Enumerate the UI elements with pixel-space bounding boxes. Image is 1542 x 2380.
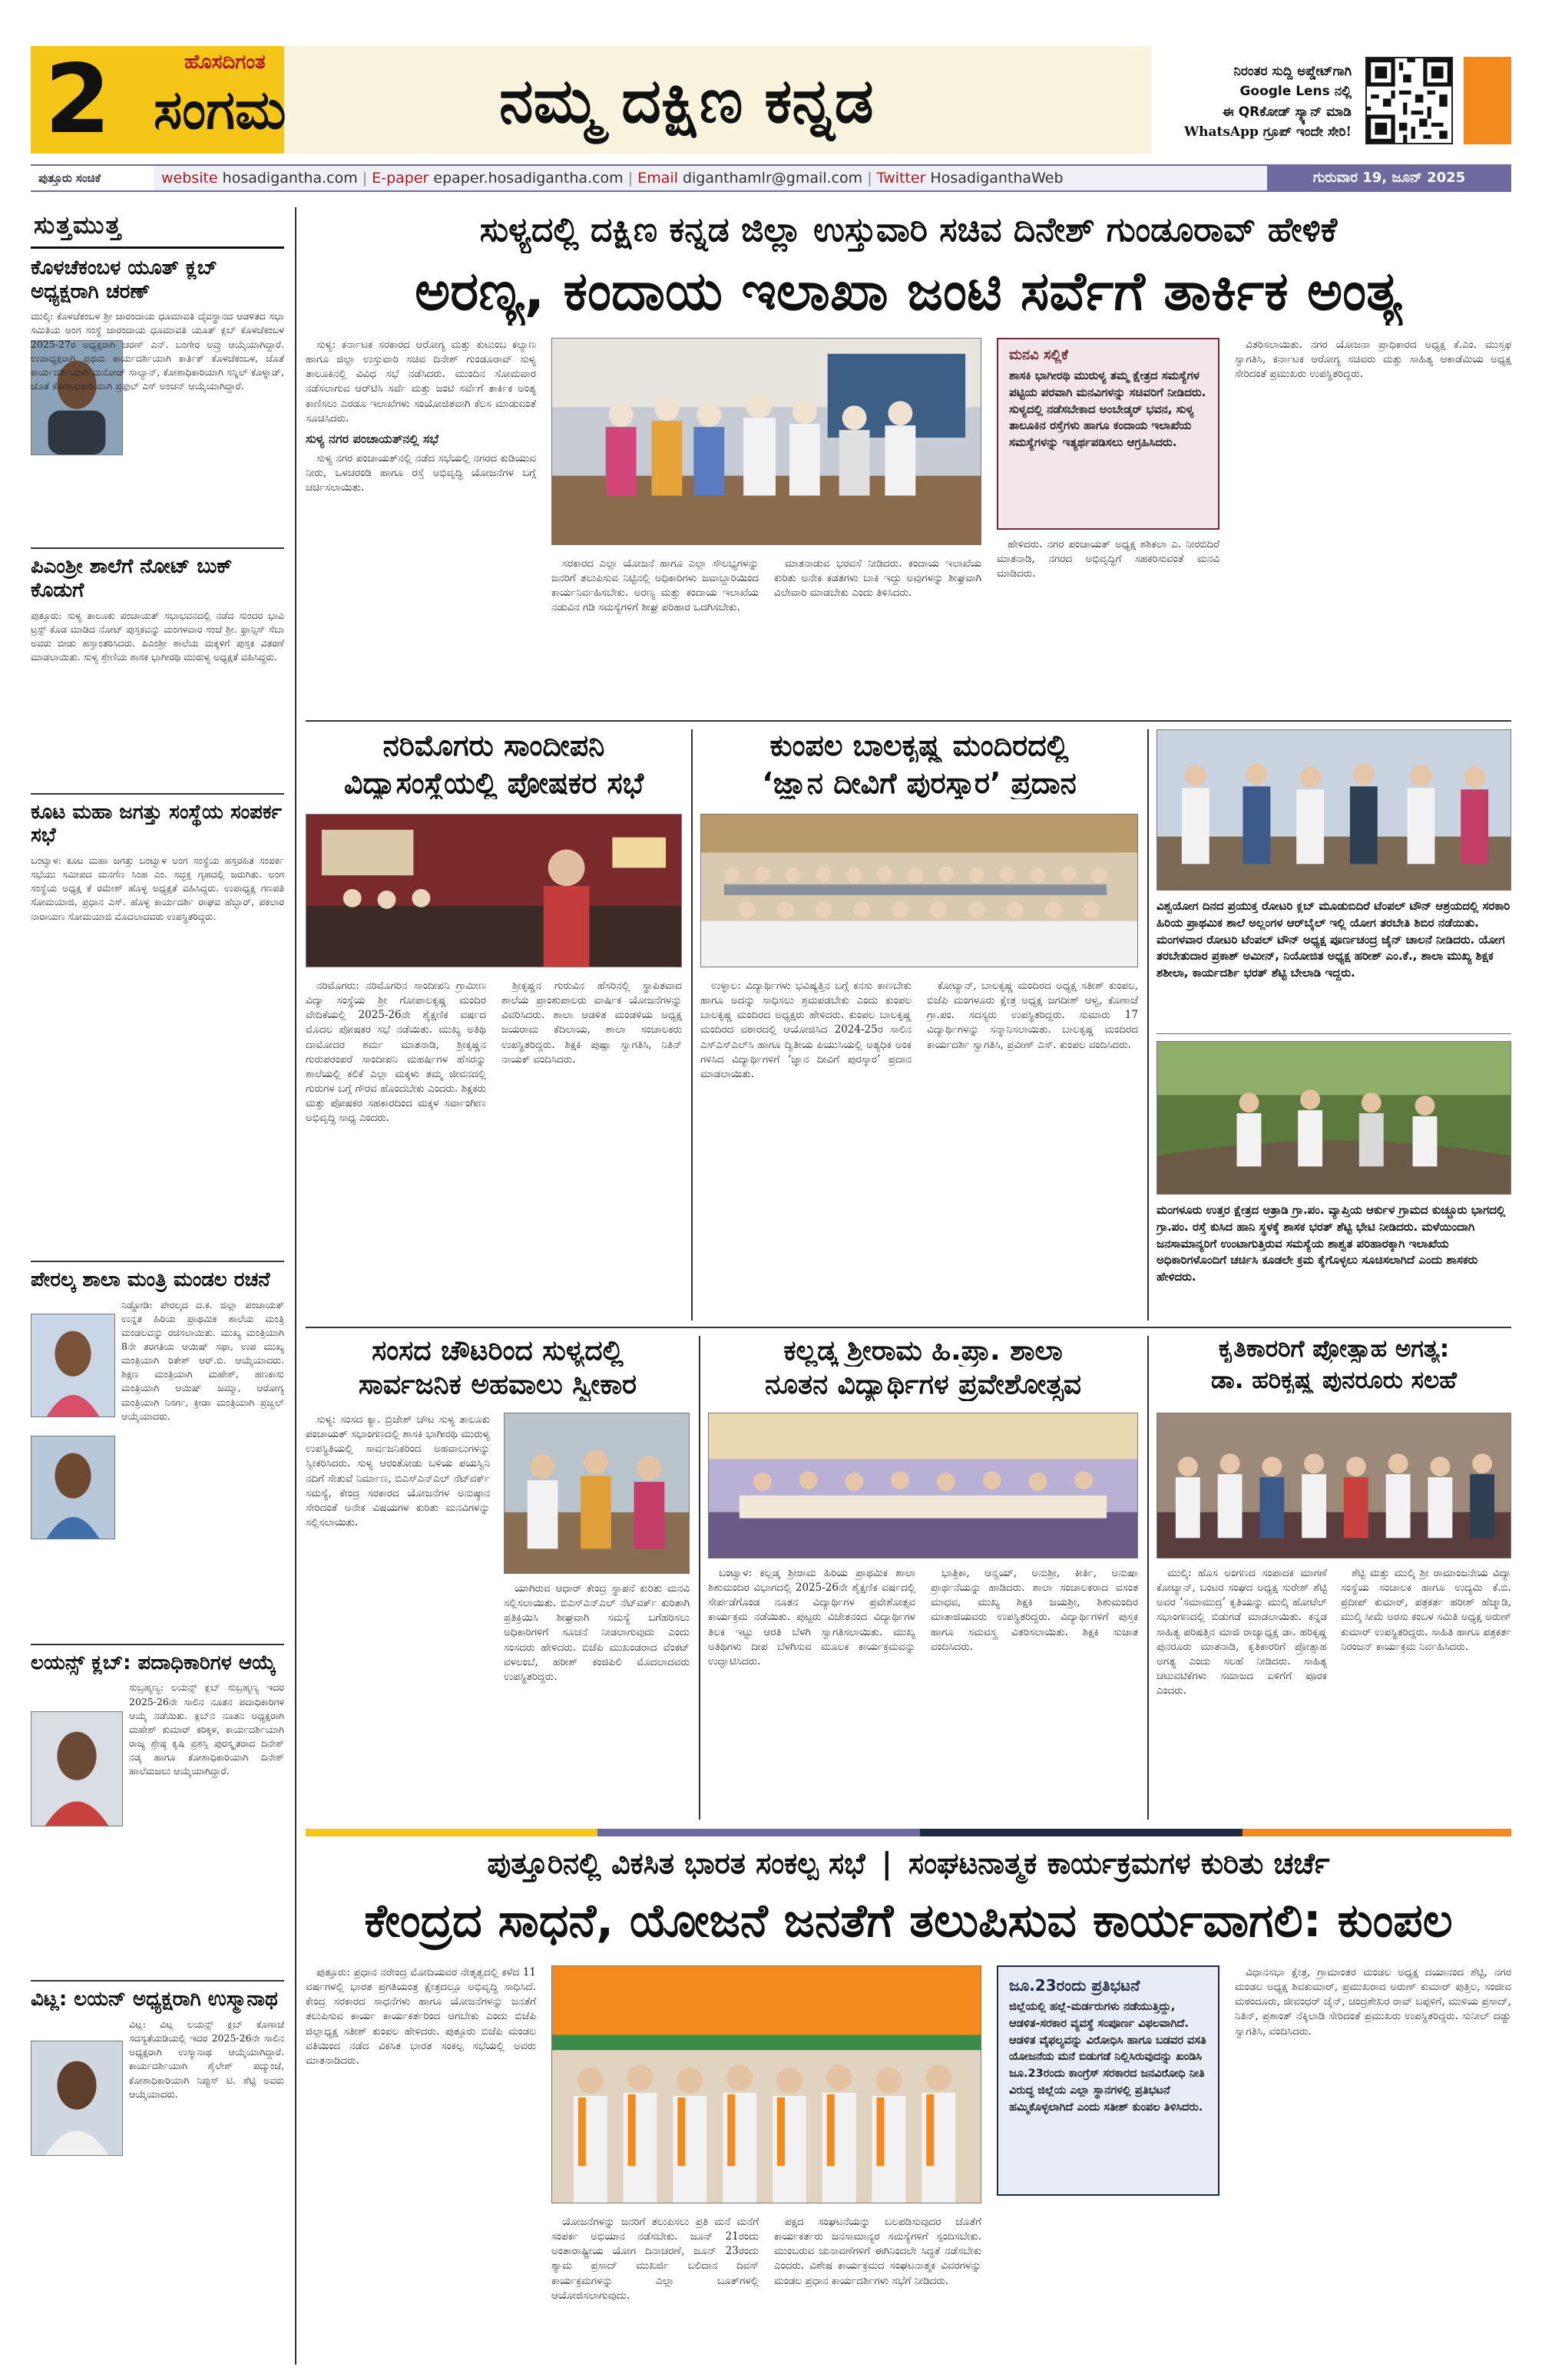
section-name: ಸಂಗಮ — [154, 78, 286, 141]
page-title: ನಮ್ಮ ದಕ್ಷಿಣ ಕನ್ನಡ — [499, 65, 874, 137]
portrait-photo — [31, 2041, 123, 2156]
right-photo-column — [1156, 729, 1511, 1321]
website-label: website — [161, 170, 218, 187]
story-body — [708, 1566, 915, 1816]
story-body — [931, 1566, 1138, 1816]
separator: | — [867, 170, 877, 187]
strip-segment — [920, 1829, 1243, 1836]
sidebar-story — [31, 1980, 284, 2248]
bottom-photo — [551, 1965, 981, 2203]
lower-story-mp — [306, 1336, 690, 1820]
sidebar-story-body: ಪುತ್ತೂರು: ಸುಳ್ಯ ತಾಲೂಕು ಪಂಚಾಯತ್ ಸಭಾಭವನದಲ್ಲಿ ನಡೆದ ಸುಂದರ ಭಾವಿ ಟ್ರಸ್ಟ್ ಕೊಡ ಮಾಡಿದ ನೋಟ್ ಪುಸ್ತಕವನ್ನು ಮಂಗಳವಾರ ಸಂಜೆ ಶ್ರೀ. ಫ್ರಾನ್ಸಿಸ್ ಸೆಬಾ ಅವರು ಬೀಡು ಹಸ್ತಾಂತರಿಸಿದರು. ಪಿಎಂಶ್ರೀ ಶಾಲೆಯ ಮಕ್ಕಳಿಗೆ ಪುಸ್ತಕ ವಿತರಣೆ ಮಾಡಲಾಯಿತು. ಸುಳ್ಯ ಶ್ರೇಣಿಯ ಶಾಸಕ ಭಾಗೀರಥಿ ಮುರುಳ್ಯ ಅಧ್ಯಕ್ಷತೆ ವಹಿಸಿದ್ದರು. — [31, 609, 284, 663]
sidebar-story — [31, 256, 284, 540]
column-divider — [699, 1336, 700, 1820]
paragraph: ಸುಳ್ಯ: ಸಂಸದ ಕ್ಯಾ. ಬ್ರಿಜೇಶ್ ಚೌಟ ಸುಳ್ಯ ತಾಲೂಕು ಪಂಚಾಯತ್ ಸಭಾಂಗಣದಲ್ಲಿ ಶಾಸಕಿ ಭಾಗೀರಥಿ ಮುರುಳ್ಯ ಉಪಸ್ಥಿತಿಯಲ್ಲಿ ಸಾರ್ವಜನಿಕರಿಂದ ಅಹವಾಲುಗಳನ್ನು ಸ್ವೀಕರಿಸಿದರು. ಸುಳ್ಯ ಆರಂತೋಡು ಬಳಿಯ ಪಯಸ್ವಿನಿ ನದಿಗೆ ಸೇತುವೆ ನಿರ್ಮಾಣ, ಬಿಎಸ್‌ಎನ್‌ಎಲ್ ನೆಟ್‌ವರ್ಕ್ ಸಮಸ್ಯೆ, ಕೇಂದ್ರ ಸರಕಾರದ ಯೋಜನೆಗಳ ಅನುಷ್ಠಾನ ಸೇರಿದಂತೆ ಅನೇಕ ವಿಷಯಗಳ ಕುರಿತು ಮನವಿಗಳನ್ನು ಸಲ್ಲಿಸಲಾಯಿತು. — [306, 1413, 490, 1529]
paragraph: ಸುಳ್ಯ: ಕರ್ನಾಟಕ ಸರಕಾರದ ಆರೋಗ್ಯ ಮತ್ತು ಕುಟುಂಬ ಕಲ್ಯಾಣ ಹಾಗೂ ಜಿಲ್ಲಾ ಉಸ್ತುವಾರಿ ಸಚಿವ ದಿನೇಶ್ ಗುಂಡೂರಾವ್ ಸುಳ್ಯ ತಾಲೂಕಿನಲ್ಲಿ ವಿವಿಧ ಸಭೆ ನಡೆಸಿದರು. ಮುಂದಿನ ಸೋಮವಾರ ನಡೆಸಲಾಗುವ ಆರ್‌ಟಿಸಿ ಸರ್ವೆ ಮತ್ತು ಜಂಟಿ ಸರ್ವೆಗೆ ತಾರ್ಕಿಕ ಅಂತ್ಯ ಕಾಣಿಸಲು ಎರಡೂ ಇಲಾಖೆಗಳು ಸಂಯೋಜಿತವಾಗಿ ಕೆಲಸ ಮಾಡುವಂತೆ ಸೂಚಿಸಿದರು. — [306, 339, 536, 425]
sidebar-story — [31, 1261, 284, 1636]
qr-code[interactable] — [1365, 57, 1453, 144]
paragraph: ಭಾತ್ರಿಕಾ, ಆನ್ವಯ್, ಅನುಶ್ರೀ, ಕೀರ್ತಿ, ಅನುಷಾ ಪ್ರಾರ್ಥನೆಯನ್ನು ಹಾಡಿದರು. ಶಾಲಾ ಸಂಚಾಲಕರಾದ ವಸಂತ ಮಾಧವ, ಮುಖ್ಯ ಶಿಕ್ಷಕಿ ಜಯಶ್ರೀ, ಶಿಶುಮಂದಿರ ಮಾತಾಜಿಯವರು ಉಪಸ್ಥಿತರಿದ್ದರು. ವಿದ್ಯಾರ್ಥಿಗಳಿಗೆ ಪುಸ್ತಕ ಹಾಗೂ ಸಮವಸ್ತ್ರ ವಿತರಿಸಲಾಯಿತು. ಶಿಕ್ಷಕಿ ಸುಜಾತ ವಂದಿಸಿದರು. — [931, 1567, 1138, 1653]
story-body — [927, 979, 1138, 1317]
lead-body-col-4 — [997, 537, 1219, 706]
paragraph: ಸುಳ್ಯ ನಗರ ಪಂಚಾಯತ್‌ನಲ್ಲಿ ನಡೆದ ಸಭೆಯಲ್ಲಿ ನಗರದ ಕುಡಿಯುವ ನೀರು, ಒಳಚರಂಡಿ ಹಾಗೂ ರಸ್ತೆ ಅಭಿವೃದ್ಧಿ ಯೋಜನೆಗಳ ಬಗ್ಗೆ ಚರ್ಚಿಸಲಾಯಿತು. — [306, 451, 536, 494]
paragraph: ವಿಧಾನಸಭಾ ಕ್ಷೇತ್ರ, ಗ್ರಾಮಾಂತರ ಮಂಡಲ ಅಧ್ಯಕ್ಷ ದಯಾನಂದ ಶೆಟ್ಟಿ, ನಗರ ಮಂಡಲ ಅಧ್ಯಕ್ಷ ಶಿವಕುಮಾರ್, ಪ್ರಮುಖರಾದ ಅರುಣ್ ಕುಮಾರ್ ಪುತ್ತಿಲ, ಸಂಜೀವ ಮಠಂದೂರು, ಜೀವಂಧರ್ ಜೈನ್, ಚಂದ್ರಶೇಖರ ರಾವ್ ಬಪ್ಪಳಿಗೆ, ಮುಳಿಯ ಪ್ರಸಾದ್, ನಿತಿನ್, ಪ್ರಶಾಂತ್ ನೆಕ್ಕಿಲಾಡಿ ಸೇರಿದಂತೆ ಪ್ರಮುಖರು ಉಪಸ್ಥಿತರಿದ್ದರು. ಸುನೀಲ್ ದಡ್ಡು ಸ್ವಾಗತಿಸಿ, ವಂದಿಸಿದರು. — [1235, 1966, 1511, 2038]
sidebar-story-body: ವಿಟ್ಲ: ವಿಟ್ಲ ಲಯನ್ಸ್ ಕ್ಲಬ್ ಕೊಣಾಜೆ ಸದಸ್ಯತೆಯಡಿಯಲ್ಲಿ ಇದರ 2025-26ನೇ ಸಾಲಿನ ಅಧ್ಯಕ್ಷರಾಗಿ ಉಸ್ಮಾನಾಥ ಆಯ್ಕೆಯಾಗಿದ್ದಾರೆ. ಕಾರ್ಯದರ್ಶಿಯಾಗಿ ಶೈಲೇಶ್ ಪದ್ಮುಂಜೆ, ಕೋಶಾಧಿಕಾರಿಯಾಗಿ ನಿಪ್ಪುಸ್ ಟಿ. ಶೆಟ್ಟಿ ಅವರು ಆಯ್ಕೆಯಾದರು. — [129, 2018, 284, 2100]
kicker-part: ಪುತ್ತೂರಿನಲ್ಲಿ ವಿಕಸಿತ ಭಾರತ ಸಂಕಲ್ಪ ಸಭೆ — [487, 1846, 865, 1880]
sidebar-story-headline: ಪೇರಲ್ಕ ಶಾಲಾ ಮಂತ್ರಿ ಮಂಡಲ ರಚನೆ — [31, 1268, 270, 1292]
masthead — [31, 46, 1511, 154]
yoga-photo — [1156, 729, 1511, 891]
website-link[interactable]: hosadigantha.com — [222, 170, 358, 187]
strip-segment — [1243, 1829, 1511, 1836]
edition-label: ಪುತ್ತೂರು ಸಂಚಿಕೆ — [31, 166, 154, 190]
story-headline: ಡಾ. ಹರಿಕೃಷ್ಣ ಪುನರೂರು ಸಲಹೆ — [1211, 1367, 1457, 1394]
paragraph: ಸರಕಾರದ ಎಲ್ಲಾ ಯೋಜನೆ ಹಾಗೂ ಎಲ್ಲಾ ಸೌಲಭ್ಯಗಳನ್ನು ಜನರಿಗೆ ತಲುಪಿಸುವ ನಿಟ್ಟಿನಲ್ಲಿ ಅಧಿಕಾರಿಗಳು ಜವಾಬ್ದಾರಿಯಿಂದ ಕಾರ್ಯನಿರ್ವಹಿಸಬೇಕು. ಅರಣ್ಯ ಮತ್ತು ಕಂದಾಯ ಇಲಾಖೆಯ ನಡುವಿನ ಗಡಿ ಸಮಸ್ಯೆಗಳಿಗೆ ಶೀಘ್ರ ಪರಿಹಾರ ಒದಗಿಸಬೇಕು. — [551, 557, 759, 614]
bottom-body-col-3 — [774, 2215, 981, 2361]
bottom-kicker — [306, 1843, 1511, 1884]
story-headline: ಕಲ್ಲಡ್ಕ ಶ್ರೀರಾಮ ಹಿ.ಪ್ರಾ. ಶಾಲಾ — [783, 1336, 1063, 1367]
paragraph: ಉಳ್ಳಾಲ: ವಿದ್ಯಾರ್ಥಿಗಳು ಭವಿಷ್ಯತ್ತಿನ ಬಗ್ಗೆ ಕನಸು ಕಾಣಬೇಕು ಹಾಗೂ ಅದನ್ನು ಸಾಧಿಸಲು ಶ್ರಮಪಡಬೇಕು ಎಂದು ಕುಂಪಲ ಬಾಲಕೃಷ್ಣ ಮಂದಿರದ ಅಧ್ಯಕ್ಷರು ಹೇಳಿದರು. ಕುಂಪಲ ಬಾಲಕೃಷ್ಣ ಮಂದಿರದ ವಠಾರದಲ್ಲಿ ಆಯೋಜಿಸಿದ 2024-25ರ ಸಾಲಿನ ಎಸ್ಎಸ್ಎಲ್‌ಸಿ ಹಾಗೂ ದ್ವಿತೀಯ ಪಿಯುಸಿಯಲ್ಲಿ ಅತ್ಯಧಿಕ ಅಂಕ ಗಳಿಸಿದ ವಿದ್ಯಾರ್ಥಿಗಳಿಗೆ ‘ಜ್ಞಾನ ದೀವಿಗೆ ಪುರಸ್ಕಾರ’ ಪ್ರದಾನ ಮಾಡಲಾಯಿತು. — [700, 980, 912, 1080]
story-photo — [708, 1413, 1138, 1559]
column-divider — [1147, 1336, 1149, 1820]
story-photo — [1156, 1413, 1511, 1559]
box-title: ಜೂ.23ರಂದು ಪ್ರತಿಭಟನೆ — [1009, 1976, 1140, 1995]
bottom-headline: ಕೇಂದ್ರದ ಸಾಧನೆ, ಯೋಜನೆ ಜನತೆಗೆ ತಲುಪಿಸುವ ಕಾರ್ಯವಾಗಲಿ: ಕುಂಪಲ — [364, 1894, 1453, 1948]
story-body — [1156, 1566, 1327, 1816]
sidebar — [31, 207, 284, 2365]
strip-segment — [597, 1829, 920, 1836]
lower-story-kalladka — [708, 1336, 1138, 1820]
section-divider — [306, 1327, 1511, 1328]
section-divider — [306, 720, 1511, 722]
epaper-label: E-paper — [372, 170, 429, 187]
paragraph: ಶ್ರೀಕೃಷ್ಣನ ಗುರುವಿನ ಹೆಸರಿನಲ್ಲಿ ಸ್ಥಾಪಿತವಾದ ಶಾಲೆಯ ಪ್ರಾಂಶುಪಾಲರು ವಾರ್ಷಿಕ ಯೋಜನೆಗಳನ್ನು ವಿವರಿಸಿದರು. ಶಾಲಾ ಆಡಳಿತ ಮಂಡಳಿಯ ಅಧ್ಯಕ್ಷ ಜಯರಾಮ ಕೆದಿಲಾಯ, ಶಾಲಾ ಸಂಚಾಲಕರು ಉಪಸ್ಥಿತರಿದ್ದರು. ಶಿಕ್ಷಕಿ ಪುಷ್ಪಾ ಸ್ವಾಗತಿಸಿ, ನಿತಿನ್ ನಾಯಕ್ ವಂದಿಸಿದರು. — [501, 980, 682, 1066]
qr-text-line: ಈ QRಕೋಡ್ ಸ್ಕ್ಯಾನ್ ಮಾಡಿ — [1223, 104, 1352, 120]
story-photo — [700, 814, 1138, 967]
issue-date: ಗುರುವಾರ 19, ಜೂನ್ 2025 — [1267, 166, 1511, 190]
box-body: ಶಾಸಕಿ ಭಾಗೀರಥಿ ಮುರುಳ್ಯ ತಮ್ಮ ಕ್ಷೇತ್ರದ ಸಮಸ್ಯೆಗಳ ಪಟ್ಟಿಯ ಪರವಾಗಿ ಮನವಿಗಳನ್ನು ಸಚಿವರಿಗೆ ನೀಡಿದರು. ಸುಳ್ಯದಲ್ಲಿ ನಡೆಸಬೇಕಾದ ಅಂಬೇಡ್ಕರ್ ಭವನ, ಸುಳ್ಯ ತಾಲೂಕಿನ ರಸ್ತೆಗಳು ಹಾಗೂ ಕಂದಾಯ ಇಲಾಖೆಯ ಸಮಸ್ಯೆಗಳನ್ನು ಇತ್ಯರ್ಥಪಡಿಸಲು ಆಗ್ರಹಿಸಿದರು. — [1009, 369, 1206, 449]
story-headline: ಕೃತಿಕಾರರಿಗೆ ಪ್ರೋತ್ಸಾಹ ಅಗತ್ಯ: — [1218, 1336, 1450, 1363]
paragraph: ಶೆಟ್ಟಿ ಮತ್ತು ಮುಲ್ಕಿ ಶ್ರೀ ರಾಮಾಂಜನೇಯ ವಿದ್ಯಾ ಸಂಸ್ಥೆಯ ಸಂಚಾಲಕ ಹಾಗೂ ಉದ್ಯಮಿ ಕೆ.ಬಿ. ಪ್ರದೀಪ್ ಕುಮಾರ್, ಪತ್ರಕರ್ತ ಹರೀಶ್ ಹೆಜ್ಮಾಡಿ, ಮುಲ್ಕಿ ಸೀಮೆ ಅರಸು ಕಂಬಳ ಸಮಿತಿ ಅಧ್ಯಕ್ಷ ಅರುಣ್ ಕುಮಾರ್ ಉಪಸ್ಥಿತರಿದ್ದರು. ಸಾಹಿತಿ ಹಾಗೂ ಪತ್ರಕರ್ತ ನಿರಂಜನ್ ಕಾರ್ಯಕ್ರಮ ನಿರ್ವಹಿಸಿದರು. — [1341, 1567, 1511, 1653]
paragraph: ಯಾಗಿರುವ ಆಧಾರ್ ಕೇಂದ್ರ ಸ್ಥಾಪನೆ ಕುರಿತು ಮನವಿ ಸಲ್ಲಿಸಲಾಯಿತು. ಬಿಎಸ್‌ಎನ್‌ಎಲ್ ನೆಟ್‌ವರ್ಕ್ ಕುರಿತಾಗಿ ಪ್ರತಿಕ್ರಿಯಿಸಿ ಶೀಘ್ರವಾಗಿ ಸಮಸ್ಯೆ ಬಗೆಹರಿಸಲು ಅಧಿಕಾರಿಗಳಿಗೆ ಸೂಚನೆ ನೀಡಲಾಗುವುದು ಎಂದು ಸಂಸದರು ಹೇಳಿದರು. ಬಿಜೆಪಿ ಮುಖಂಡರಾದ ವೆಂಕಟ್ ವಳಲಂಬೆ, ಹರೀಶ್ ಕಂಜಿಪಿಲಿ ಮೊದಲಾದವರು ಉಪಸ್ಥಿತರಿದ್ದರು. — [504, 1582, 690, 1683]
sidebar-header: ಸುತ್ತಮುತ್ತ — [31, 207, 284, 249]
kicker-part: ಸಂಘಟನಾತ್ಮಕ ಕಾರ್ಯಕ್ರಮಗಳ ಕುರಿತು ಚರ್ಚೆ — [908, 1846, 1330, 1880]
mid-story-sandeepani — [306, 729, 682, 1321]
bottom-body-col-1 — [306, 1965, 536, 2361]
sidebar-story-block — [31, 1681, 284, 1972]
sidebar-story-headline: ಕೊಳಚೆಕಂಬಳ ಯೂತ್ ಕ್ಲಬ್ ಅಧ್ಯಕ್ಷರಾಗಿ ಚರಣ್ — [31, 256, 217, 303]
lead-photo — [551, 338, 981, 545]
paragraph: ನರಿಮೊಗರು: ನರಿಮೊಗರಿನ ಸಾಂದೀಪನಿ ಗ್ರಾಮೀಣ ವಿದ್ಯಾ ಸಂಸ್ಥೆಯ ಶ್ರೀ ಗೋಪಾಲಕೃಷ್ಣ ಮಂದಿರ ವೇದಿಕೆಯಲ್ಲಿ 2025-26ನೇ ಶೈಕ್ಷಣಿಕ ವರ್ಷದ ಮೊದಲ ಪೋಷಕರ ಸಭೆ ನಡೆಯಿತು. ಮುಖ್ಯ ಅತಿಥಿ ದಾಮೋದರ ಶರ್ಮ ಮಾತನಾಡಿ, ಶ್ರೀಕೃಷ್ಣನ ಗುರುಪರಂಪರೆ ಸಾಂದೀಪನಿ ಮಹರ್ಷಿಗಳ ಹೆಸರನ್ನು ಶಾಲೆಯಲ್ಲಿ ಕಲಿಕೆ ಎಲ್ಲಾ ಮಕ್ಕಳು ತಮ್ಮ ಜೀವನದಲ್ಲಿ ಗುರುಗಳ ಬಗ್ಗೆ ಗೌರವ ಹೊಂದಬೇಕು ಎಂದರು. ಶಿಕ್ಷಕರು ಮತ್ತು ಪೋಷಕರ ಸಹಕಾರದಿಂದ ಮಕ್ಕಳ ಸರ್ವಾಂಗೀಣ ಅಭಿವೃದ್ಧಿ ಸಾಧ್ಯ ಎಂದರು. — [306, 980, 486, 1125]
separator: | — [627, 170, 638, 187]
page-number: 2 — [45, 45, 111, 155]
qr-promo-text — [1121, 61, 1352, 142]
subheading: ಸುಳ್ಯ ನಗರ ಪಂಚಾಯತ್‌ನಲ್ಲಿ ಸಭೆ — [306, 431, 438, 446]
paragraph: ಬಂಟ್ವಾಳ: ಕಲ್ಲಡ್ಕ ಶ್ರೀರಾಮ ಹಿರಿಯ ಪ್ರಾಥಮಿಕ ಶಾಲಾ ಶಿಶುಮಂದಿರ ವಿಭಾಗದಲ್ಲಿ 2025-26ನೇ ಶೈಕ್ಷಣಿಕ ವರ್ಷದಲ್ಲಿ ಸೇರ್ಪಡೆಗೊಂಡ ನೂತನ ವಿದ್ಯಾರ್ಥಿಗಳ ಪ್ರವೇಶೋತ್ಸವ ಕಾರ್ಯಕ್ರಮ ನಡೆಯಿತು. ಪುಟ್ಟರು ವಿಜೇತನಂದ ವಿದ್ಯಾರ್ಥಿಗಳ ತಿಲಕ ಇಟ್ಟು ಆರತಿ ಬೆಳಗಿ ಸ್ವಾಗತಿಸಲಾಯಿತು. ಮುಖ್ಯ ಅತಿಥಿಗಳು ದೀಪ ಬೆಳಗಿಸುವ ಮೂಲಕ ಕಾರ್ಯಕ್ರಮವನ್ನು ಉದ್ಘಾಟಿಸಿದರು. — [708, 1567, 915, 1668]
orange-corner-block — [1464, 57, 1511, 144]
sidebar-story-block — [31, 309, 284, 540]
sidebar-story-headline: ಲಯನ್ಸ್ ಕ್ಲಬ್: ಪದಾಧಿಕಾರಿಗಳ ಆಯ್ಕೆ — [31, 1651, 276, 1674]
sidebar-story — [31, 1644, 284, 1973]
sidebar-story-block — [31, 2018, 284, 2248]
lower-story-punaruru — [1156, 1336, 1511, 1820]
paragraph: ಪಕ್ಷದ ಸಂಘಟನೆಯನ್ನು ಬಲಪಡಿಸುವುದರ ಜೊತೆಗೆ ಕಾರ್ಯಕರ್ತರು ಜನಸಾಮಾನ್ಯರ ಸಮಸ್ಯೆಗಳಿಗೆ ಸ್ಪಂದಿಸಬೇಕು. ಮುಂಬರುವ ಚುನಾವಣೆಗಳಿಗೆ ಈಗಿನಿಂದಲೇ ಸಿದ್ಧತೆ ನಡೆಸಬೇಕು ಎಂದರು. ವಿಶೇಷ ಕಾರ್ಯಕ್ರಮದ ಸಂಘಟನಾತ್ಮಕ ವಿವರಗಳನ್ನು ಮಂಡಲ ಪ್ರಧಾನ ಕಾರ್ಯದರ್ಶಿಗಳು ಸಭೆಗೆ ನೀಡಿದರು. — [774, 2216, 981, 2287]
bottom-color-strip — [306, 1829, 1511, 1836]
story-photo — [504, 1413, 690, 1574]
info-bar — [31, 164, 1511, 192]
bottom-story — [306, 1843, 1511, 2365]
paragraph: ಹೇಳಿದರು. ನಗರ ಪಂಚಾಯತ್ ಅಧ್ಯಕ್ಷ ಶಶಿಕಲಾ ಎ. ನೀರಬಿದಿರೆ ಮಾತನಾಡಿ, ನಗರದ ಅಭಿವೃದ್ಧಿಗೆ ಸಹಕರಿಸುವಂತೆ ಮನವಿ ಮಾಡಿದರು. — [997, 538, 1219, 580]
sidebar-story-headline: ಕೂಟ ಮಹಾ ಜಗತ್ತು ಸಂಸ್ಥೆಯ ಸಂಪರ್ಕ ಸಭೆ — [31, 800, 282, 848]
lead-headline: ಅರಣ್ಯ, ಕಂದಾಯ ಇಲಾಖಾ ಜಂಟಿ ಸರ್ವೆಗೆ ತಾರ್ಕಿಕ ಅಂತ್ಯ — [415, 259, 1402, 322]
story-body — [1341, 1566, 1511, 1816]
story-photo — [306, 814, 682, 967]
section-divider — [1156, 1033, 1511, 1034]
column-divider — [1147, 729, 1149, 1321]
email-label: Email — [637, 170, 678, 187]
brand-name: ಹೊಸದಿಗಂತ — [184, 51, 266, 74]
lead-body-col-1 — [306, 338, 536, 706]
story-body — [501, 979, 682, 1317]
strip-segment — [306, 1829, 597, 1836]
contact-links — [161, 166, 1064, 190]
column-divider — [691, 729, 693, 1321]
lead-body-col-3 — [774, 557, 981, 706]
separator: | — [362, 170, 372, 187]
kicker-separator: | — [881, 1846, 892, 1880]
paragraph: ಕೋಟ್ಯಾನ್, ಬಾಲಕೃಷ್ಣ ಮಂದಿರದ ಅಧ್ಯಕ್ಷ ಸತೀಶ್ ಕುಂಪಲ, ಬಿಜೆಪಿ ಮಂಗಳೂರು ಕ್ಷೇತ್ರ ಅಧ್ಯಕ್ಷ ಜಗದೀಶ್ ಆಳ್ವ, ಕೊಣಾಜೆ ಗ್ರಾ.ಪಂ. ಸದಸ್ಯರು ಉಪಸ್ಥಿತರಿದ್ದರು. ಸುಮಾರು 17 ವಿದ್ಯಾರ್ಥಿಗಳನ್ನು ಸನ್ಮಾನಿಸಲಾಯಿತು. ಬಾಲಕೃಷ್ಣ ಮಂದಿರದ ಕಾರ್ಯದರ್ಶಿ ಸ್ವಾಗತಿಸಿ, ಪ್ರವೀಣ್ ಎಸ್. ಕುಂಪಲ ವಂದಿಸಿದರು. — [927, 980, 1138, 1051]
twitter-link[interactable]: HosadiganthaWeb — [930, 170, 1064, 187]
story-body — [504, 1582, 690, 1816]
photo-caption: ಮಂಗಳೂರು ಉತ್ತರ ಕ್ಷೇತ್ರದ ಅತ್ರಾಡಿ ಗ್ರಾ.ಪಂ. ವ್ಯಾಪ್ತಿಯ ಆರ್ಕುಳ ಗ್ರಾಮದ ಕುಚ್ಚೂರು ಭಾಗದಲ್ಲಿ ಗ್ರಾ.ಪಂ. ರಸ್ತೆ ಕುಸಿದ ಹಾನಿ ಸ್ಥಳಕ್ಕೆ ಶಾಸಕ ಭರತ್ ಶೆಟ್ಟಿ ಭೇಟಿ ನೀಡಿದರು. ಮಳೆಯಿಂದಾಗಿ ಜನಸಾಮಾನ್ಯರಿಗೆ ಉಂಟಾಗುತ್ತಿರುವ ಸಮಸ್ಯೆಯ ಶಾಶ್ವತ ಪರಿಹಾರಕ್ಕಾಗಿ ಇಲಾಖೆಯ ಅಧಿಕಾರಿಗಳೊಂದಿಗೆ ಚರ್ಚಿಸಿ ಕೂಡಲೇ ಕ್ರಮ ಕೈಗೊಳ್ಳಲು ಸೂಚಿಸಲಾಗಿದೆ ಎಂದು ಶಾಸಕರು ಹೇಳಿದರು. — [1156, 1203, 1506, 1284]
sidebar-story — [31, 793, 284, 1253]
paragraph: ಪುತ್ತೂರು: ಪ್ರಧಾನ ನರೇಂದ್ರ ಮೋದಿಯವರ ನೇತೃತ್ವದಲ್ಲಿ ಕಳೆದ 11 ವರ್ಷಗಳಲ್ಲಿ ಭಾರತ ಪ್ರಗತಿಯಂತ್ರ ಕ್ಷೇತ್ರದಲ್ಲೂ ಅಭಿವೃದ್ಧಿ ಸಾಧಿಸಿದೆ. ಕೇಂದ್ರ ಸರಕಾರದ ಸಾಧನೆಗಳು ಹಾಗೂ ಯೋಜನೆಗಳನ್ನು ಜನತೆಗೆ ತಲುಪಿಸುವ ಕಾರ್ಯ ಕಾರ್ಯಕರ್ತರಿಂದ ಆಗಬೇಕು ಎಂದು ಬಿಜೆಪಿ ಜಿಲ್ಲಾಧ್ಯಕ್ಷ ಸತೀಶ್ ಕುಂಪಲ ಹೇಳಿದರು. ಪುತ್ತೂರು ಬಿಜೆಪಿ ಮಂಡಲ ವತಿಯಿಂದ ನಡೆದ ವಿಕಸಿತ ಭಾರತ ಸಂಕಲ್ಪ ಸಭೆಯಲ್ಲಿ ಅವರು ಮಾತನಾಡಿದರು. — [306, 1966, 536, 2067]
portrait-photo — [31, 1711, 123, 1826]
sidebar-story-body: ನಿಡ್ಡೋಡಿ: ಪೇರಲ್ಕದ ದ.ಕ. ಜಿಲ್ಲಾ ಪಂಚಾಯತ್ ಉನ್ನತ ಹಿರಿಯ ಪ್ರಾಥಮಿಕ ಶಾಲೆಯ ಮಂತ್ರಿ ಮಂಡಲವನ್ನು ರಚಿಸಲಾಯಿತು. ಮುಖ್ಯ ಮಂತ್ರಿಯಾಗಿ 8ನೇ ತರಗತಿಯ ಆಯಿಷ್ ಸಫಾ, ಉಪ ಮುಖ್ಯ ಮಂತ್ರಿಯಾಗಿ ರಿತೇಶ್ ಆರ್.ಬಿ. ಆಯ್ಕೆಯಾದರು. ಶಿಕ್ಷಣ ಮಂತ್ರಿಯಾಗಿ ಮಹೇಶ್, ಹಣಕಾಸು ಮಂತ್ರಿಯಾಗಿ ಆಯಿಷ್ ಜಮ್ಮಾ, ಆರೋಗ್ಯ ಮಂತ್ರಿಯಾಗಿ ನಿಸರ್ಗ, ಕ್ರೀಡಾ ಮಂತ್ರಿಯಾಗಿ ಪ್ರಜ್ವಲ್ ಆಯ್ಕೆಯಾದರು. — [121, 1298, 284, 1422]
request-box — [997, 338, 1219, 530]
paragraph: ಮಾತನಾಡುವ ಭರವಸೆ ನೀಡಿದರು. ಕಂದಾಯ ಇಲಾಖೆಯ ಕುರಿತು ಅನೇಕ ಕಡತಗಳು ಬಾಕಿ ಇದ್ದು ಅವುಗಳನ್ನು ಶೀಘ್ರವಾಗಿ ವಿಲೇವಾರಿ ಮಾಡಬೇಕು ಎಂದು ತಿಳಿಸಿದರು. — [774, 557, 981, 600]
box-title: ಮನವಿ ಸಲ್ಲಿಕೆ — [1009, 347, 1068, 363]
column-divider — [295, 207, 296, 2365]
sidebar-story-body: ಸುಬ್ರಹ್ಮಣ್ಯ: ಲಯನ್ಸ್ ಕ್ಲಬ್ ಸುಬ್ರಹ್ಮಣ್ಯ ಇದರ 2025-26ನೇ ಸಾಲಿನ ನೂತನ ಪದಾಧಿಕಾರಿಗಳ ಆಯ್ಕೆ ನಡೆಯಿತು. ಕ್ಲಬ್‌ನ ನೂತನ ಅಧ್ಯಕ್ಷರಾಗಿ ಮಹೇಶ್ ಕುಮಾರ್ ಕರಿಕ್ಕಳ, ಕಾರ್ಯದರ್ಶಿಯಾಗಿ ರಾಜ್ಯ ಶ್ರೇಷ್ಠ ಕೃಷಿ ಪ್ರಶಸ್ತಿ ಪುರಸ್ಕೃತರಾದ ದಿನೇಶ್ ನಡ್ಕ ಹಾಗೂ ಕೋಶಾಧಿಕಾರಿಯಾಗಿ ದಿನೇಶ್ ಹಾಲೆಮಜಲು ಆಯ್ಕೆಯಾಗಿದ್ದಾರೆ. — [129, 1681, 284, 1777]
bottom-body-col-2 — [551, 2215, 759, 2361]
bottom-body-col-4 — [1235, 1965, 1511, 2361]
sidebar-story-body: ಬಂಟ್ವಾಳ: ಕೂಟ ಮಹಾ ಜಗತ್ತು ಬಂಟ್ವಾಳ ಅಂಗ ಸಂಸ್ಥೆಯ ಹಸ್ತರಹಿತ ಸಂಪರ್ಕ ಸಭೆಯು ಸಮೀಪದ ಮನಗೆಣ ಸಿಂಹ ಎಂ. ಸದ್ಭಕ್ತ ಗೃಹದಲ್ಲಿ ಜರುಗಿತು. ಅಂಗ ಸಂಸ್ಥೆಯ ಅಧ್ಯಕ್ಷ ಕೆ ರಮೇಶ್ ಹೊಳ್ಳ ಅಧ್ಯಕ್ಷತೆ ವಹಿಸಿದ್ದರು. ಉಪಾಧ್ಯಕ್ಷ ಗಣಪತಿ ಸೋಮಯಾಜಿ, ಪ್ರಧಾನ ಎಸ್. ಹೊಳ್ಳ ಕಾರ್ಯದರ್ಶಿ ರಾಘವ ಹೆಬ್ಬಾರ್, ಪಕಲಾರ ನಾರಾಯಣ ಸೋಮಯಾಜಿ ಮೊದಲಾದವರು ಉಪಸ್ಥಿತರಿದ್ದರು. — [31, 854, 284, 922]
epaper-link[interactable]: epaper.hosadigantha.com — [433, 170, 624, 187]
portrait-stack — [31, 1298, 115, 1636]
email-link[interactable]: diganthamlr@gmail.com — [682, 170, 863, 187]
paragraph: ವಿತರಿಸಲಾಯಿತು. ನಗರ ಯೋಜನಾ ಪ್ರಾಧಿಕಾರದ ಅಧ್ಯಕ್ಷ ಕೆ.ಎಂ. ಮುಸ್ತಫ ಸ್ವಾಗತಿಸಿ, ಕರ್ನಾಟಕ ಆರೋಗ್ಯ ಸಚಿವರು ಮತ್ತು ಸಾಹಿತ್ಯ ಆಕಾಡೆಮಿಯ ಅಧ್ಯಕ್ಷ ಸೇರಿದಂತೆ ಪ್ರಮುಖರು ಉಪಸ್ಥಿತರಿದ್ದರು. — [1235, 339, 1511, 381]
paragraph: ಯೋಜನೆಗಳನ್ನು ಜನರಿಗೆ ತಲುಪಿಸಲು ಪ್ರತಿ ಮನೆ ಮನೆಗೆ ಸಂಪರ್ಕ ಅಭಿಯಾನ ನಡೆಸಬೇಕು. ಜೂನ್ 21ರಂದು ಅಂತಾರಾಷ್ಟ್ರೀಯ ಯೋಗ ದಿನಾಚರಣೆ, ಜೂನ್ 23ರಂದು ಶ್ಯಾಮ ಪ್ರಸಾದ್ ಮುಖರ್ಜಿ ಬಲಿದಾನ ದಿವಸ್ ಕಾರ್ಯಕ್ರಮಗಳನ್ನು ಎಲ್ಲಾ ಬೂತ್‌ಗಳಲ್ಲಿ ಆಯೋಜಿಸಲಾಗುವುದು. — [551, 2216, 759, 2302]
box-body: ಜಿಲ್ಲೆಯಲ್ಲಿ ಹಲ್ಲೆ-ಮರ್ಡರುಗಳು ನಡೆಯುತ್ತಿದ್ದು, ಆಡಳಿತ-ಸರಕಾರ ವ್ಯವಸ್ಥೆ ಸಂಪೂರ್ಣ ವಿಫಲವಾಗಿದೆ. ಆಡಳಿತ ವೈಫಲ್ಯವನ್ನು ವಿರೋಧಿಸಿ ಹಾಗೂ ಬಡವರ ವಸತಿ ಯೋಜನೆಯ ಮನೆ ಬಿಡುಗಡೆ ನಿಲ್ಲಿಸಿರುವುದನ್ನು ಖಂಡಿಸಿ ಜೂ.23ರಂದು ಕಾಂಗ್ರೆಸ್ ಸರಕಾರದ ಜನವಿರೋಧಿ ನೀತಿ ವಿರುದ್ಧ ಜಿಲ್ಲೆಯ ಎಲ್ಲಾ ಸ್ಥಾನಗಳಲ್ಲಿ ಪ್ರತಿಭಟನೆ ಹಮ್ಮಿಕೊಳ್ಳಲಾಗಿದೆ ಎಂದು ಸತೀಶ್ ಕುಂಪಲ ತಿಳಿಸಿದರು. — [1009, 2001, 1206, 2114]
lead-body-col-2 — [551, 557, 759, 706]
lead-kicker: ಸುಳ್ಯದಲ್ಲಿ ದಕ್ಷಿಣ ಕನ್ನಡ ಜಿಲ್ಲಾ ಉಸ್ತುವಾರಿ ಸಚಿವ ದಿನೇಶ್ ಗುಂಡೂರಾವ್ ಹೇಳಿಕೆ — [479, 210, 1338, 250]
qr-code-graphic — [1367, 58, 1451, 143]
qr-text-line: Google Lens ನಲ್ಲಿ — [1239, 84, 1352, 100]
mid-story-kumpala — [700, 729, 1138, 1321]
story-body — [306, 1413, 490, 1816]
qr-text-line: ನಿರಂತರ ಸುದ್ದಿ ಅಪ್ಡೇಟ್‌ಗಾಗಿ — [1233, 64, 1352, 79]
road-damage-photo — [1156, 1041, 1511, 1195]
sidebar-story-headline: ಪಿಎಂಶ್ರೀ ಶಾಲೆಗೆ ನೋಟ್ ಬುಕ್ ಕೊಡುಗೆ — [31, 555, 233, 603]
story-headline: ಕುಂಪಲ ಬಾಲಕೃಷ್ಣ ಮಂದಿರದಲ್ಲಿ — [769, 729, 1069, 762]
photo-caption: ವಿಶ್ವಯೋಗ ದಿನದ ಪ್ರಯುಕ್ತ ರೋಟರಿ ಕ್ಲಬ್ ಮೂಡುಬಿದಿರೆ ಟೆಂಪಲ್ ಟೌನ್ ಆಶ್ರಯದಲ್ಲಿ ಸರಕಾರಿ ಹಿರಿಯ ಪ್ರಾಥಮಿಕ ಶಾಲೆ ಅಲ್ಲಂಗಳ ಆರ್‌ಬೈಲ್ ಇಲ್ಲಿ ಯೋಗ ತರಬೇತಿ ಶಿಬಿರ ನಡೆಯಿತು. ಮಂಗಳವಾರ ರೋಟರಿ ಟೆಂಪಲ್ ಟೌನ್ ಅಧ್ಯಕ್ಷ ಪೂರ್ಣಚಂದ್ರ ಜೈನ್ ಚಾಲನೆ ನೀಡಿದರು. ಯೋಗ ತರಬೇತುದಾರ ಪ್ರಕಾಶ್ ಅಮೀನ್, ನಿಯೋಜಿತ ಅಧ್ಯಕ್ಷ ಹರೀಶ್ ಎಂ.ಕೆ., ಶಾಲಾ ಮುಖ್ಯ ಶಿಕ್ಷಕ ಶಶೀಲಾ, ಕಾರ್ಯದರ್ಶಿ ಭರತ್ ಶೆಟ್ಟಿ ಬೇಲಾಡಿ ಇದ್ದರು. — [1156, 899, 1511, 980]
portrait-photo — [31, 1314, 115, 1417]
qr-text-line: WhatsApp ಗ್ರೂಪ್ ಇಂದೇ ಸೇರಿ! — [1184, 124, 1352, 140]
story-headline: ವಿದ್ಯಾಸಂಸ್ಥೆಯಲ್ಲಿ ಪೋಷಕರ ಸಭೆ — [343, 766, 644, 800]
lead-body-col-5 — [1235, 338, 1511, 706]
story-body — [306, 979, 486, 1317]
story-headline: ನೂತನ ವಿದ್ಯಾರ್ಥಿಗಳ ಪ್ರವೇಶೋತ್ಸವ — [765, 1370, 1081, 1401]
paragraph: ಮುಲ್ಕಿ: ಹೊಸ ಅಂಗಣದ ಸಂಪಾದಕ ಮಾಗಣೆ ಕೋಟ್ಯಾನ್, ಬಂಟರ ಸಂಘದ ಅಧ್ಯಕ್ಷ ಸುರೇಶ್ ಶೆಟ್ಟಿ ಅವರ ‘ಸಮಾಮುದ್ರ’ ಕೃತಿಯನ್ನು ಮುಲ್ಕಿ ಹೋಟೆಲ್ ಸಭಾಂಗಣದಲ್ಲಿ ಬಿಡುಗಡೆ ಮಾಡಲಾಯಿತು. ಕನ್ನಡ ಸಾಹಿತ್ಯ ಪರಿಷತ್ತಿನ ಮಾಜಿ ರಾಜ್ಯಾಧ್ಯಕ್ಷ ಡಾ. ಹರಿಕೃಷ್ಣ ಪುನರೂರು ಮಾತನಾಡಿ, ಕೃತಿಕಾರರಿಗೆ ಪ್ರೋತ್ಸಾಹ ಅಗತ್ಯ ಎಂದು ಸಲಹೆ ನೀಡಿದರು. ಸಾಹಿತ್ಯ ಚಟುವಟಿಕೆಗಳು ಸಮಾಜದ ಏಳಿಗೆಗೆ ಪೂರಕ ಎಂದರು. — [1156, 1567, 1327, 1697]
protest-box — [997, 1965, 1219, 2196]
sidebar-story-headline: ವಿಟ್ಲ: ಲಯನ್ ಅಧ್ಯಕ್ಷರಾಗಿ ಉಸ್ಮಾನಾಥ — [31, 1988, 278, 2011]
story-headline: ಸಂಸದ ಚೌಟರಿಂದ ಸುಳ್ಯದಲ್ಲಿ — [372, 1336, 624, 1367]
sidebar-story-block — [31, 1298, 284, 1636]
portrait-photo — [31, 1436, 115, 1539]
story-body — [700, 979, 912, 1317]
twitter-label: Twitter — [876, 170, 926, 187]
sidebar-story — [31, 547, 284, 785]
lead-story — [306, 207, 1511, 714]
sidebar-story-body: ಮುಲ್ಕಿ: ಕೊಳಚೆಕಂಬಳ ಶ್ರೀ ಜಾರಂದಾಯ ಧೂಮಾವತಿ ದೈವಸ್ಥಾನದ ಆಡಳಿತದ ಸಭಾ ಸಮಿತಿಯ ಅಂಗ ಸಂಸ್ಥೆ ಜಾರಂದಾಯ ಧೂಮಾವತಿ ಯೂತ್ ಕ್ಲಬ್ ಕೊಳಚೆಕಂಬಳ 2025-27ರ ಅಧ್ಯಕ್ಷರಾಗಿ ಚರಣ್ ಎನ್. ಬಂಗೇರ ಅವ್ರು ಆಯ್ಕೆಯಾಗಿದ್ದಾರೆ. ಉಪಾಧ್ಯಕ್ಷರಾಗಿ ಪ್ರಥಮ ಕಾರ್ಯದರ್ಶಿಯಾಗಿ ಕಾರ್ತಿಕ್ ಕೊಳಚೆಕಂಬಳ, ಜೊತೆ ಕಾರ್ಯದರ್ಶಿಯಾಗಿ ಮನೋಜ್ ಸಾಲ್ಯಾನ್, ಕೋಶಾಧಿಕಾರಿಯಾಗಿ ಸನ್ನಿಲ್ ಕೊಳ್ನಾಡ್, ಜೊತೆ ಕೋಶಾಧಿಕಾರಿಯಾಗಿ ಪ್ರಫುಲ್ ಎಸ್ ಅಂಚನ್ ಆಯ್ಕೆಯಾಗಿದ್ದಾರೆ. — [31, 310, 284, 392]
story-headline: ಸಾರ್ವಜನಿಕ ಅಹವಾಲು ಸ್ವೀಕಾರ — [358, 1370, 637, 1401]
story-headline: ‘ಜ್ಞಾನ ದೀವಿಗೆ ಪುರಸ್ಕಾರ’ ಪ್ರದಾನ — [762, 766, 1077, 800]
story-headline: ನರಿಮೊಗರು ಸಾಂದೀಪನಿ — [382, 729, 605, 762]
